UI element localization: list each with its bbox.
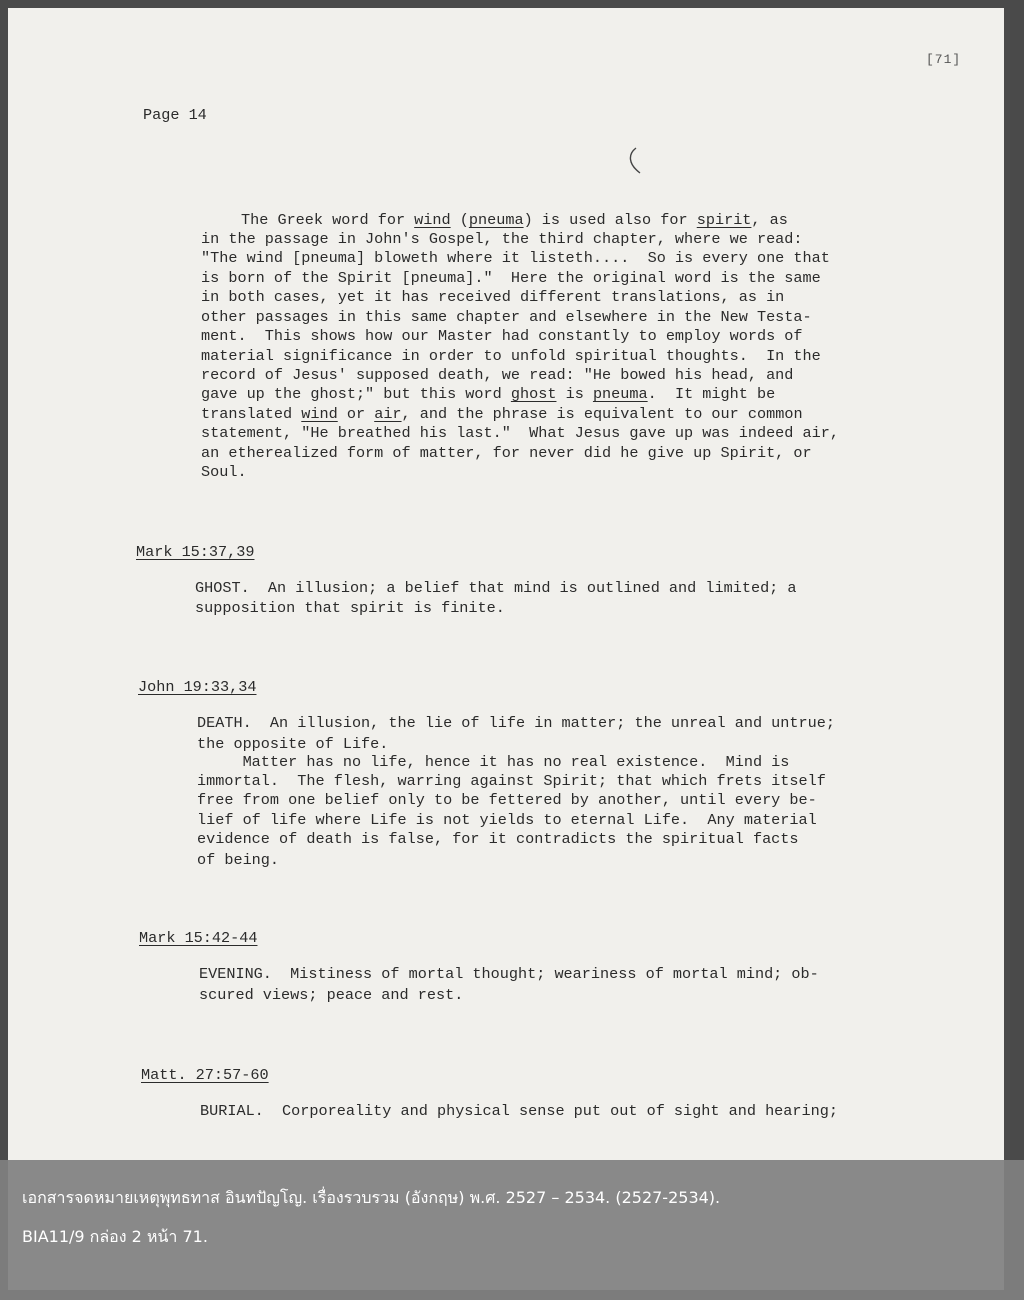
- definition-line: supposition that spirit is finite.: [195, 599, 505, 617]
- page-label: Page 14: [143, 106, 207, 124]
- caption-reference: BIA11/9 กล่อง 2 หน้า 71.: [22, 1227, 208, 1246]
- definition-line: Matter has no life, hence it has no real existence. Mind is: [197, 753, 790, 771]
- caption-title: เอกสารจดหมายเหตุพุทธทาส อินทปัญโญ. เรื่องรวบรวม (อังกฤษ) พ.ศ. 2527 – 2534. (2527-2534).: [22, 1188, 721, 1207]
- archive-number: [71]: [926, 52, 962, 67]
- intro-line: in the passage in John's Gospel, the third chapter, where we read:: [201, 230, 803, 248]
- intro-line: "The wind [pneuma] bloweth where it listeth.... So is every one that: [201, 249, 830, 267]
- definition-line: EVENING. Mistiness of mortal thought; weariness of mortal mind; ob-: [199, 965, 819, 983]
- definition-line: DEATH. An illusion, the lie of life in matter; the unreal and untrue;: [197, 714, 835, 732]
- definition-line: evidence of death is false, for it contradicts the spiritual facts: [197, 830, 799, 848]
- intro-line: ment. This shows how our Master had constantly to employ words of: [201, 327, 803, 345]
- scripture-reference: Mark 15:37,39: [136, 543, 255, 561]
- document-page: [8, 8, 1004, 1290]
- definition-line: immortal. The flesh, warring against Spirit; that which frets itself: [197, 772, 826, 790]
- pencil-mark: [626, 146, 646, 176]
- intro-line: gave up the ghost;" but this word ghost is pneuma. It might be: [201, 385, 776, 403]
- definition-line: lief of life where Life is not yields to eternal Life. Any material: [197, 811, 817, 829]
- scripture-reference: John 19:33,34: [138, 678, 257, 696]
- scripture-reference: Matt. 27:57-60: [141, 1066, 269, 1084]
- caption-bar: [0, 1160, 1024, 1300]
- definition-line: free from one belief only to be fettered by another, until every be-: [197, 791, 817, 809]
- definition-line: the opposite of Life.: [197, 735, 389, 753]
- intro-line: other passages in this same chapter and elsewhere in the New Testa-: [201, 308, 812, 326]
- definition-line: BURIAL. Corporeality and physical sense put out of sight and hearing;: [200, 1102, 838, 1120]
- intro-line: statement, "He breathed his last." What Jesus gave up was indeed air,: [201, 424, 839, 442]
- intro-line: material significance in order to unfold spiritual thoughts. In the: [201, 347, 821, 365]
- definition-line: GHOST. An illusion; a belief that mind is outlined and limited; a: [195, 579, 797, 597]
- definition-line: scured views; peace and rest.: [199, 986, 464, 1004]
- scripture-reference: Mark 15:42-44: [139, 929, 258, 947]
- intro-line: The Greek word for wind (pneuma) is used also for spirit, as: [241, 211, 788, 229]
- intro-line: Soul.: [201, 463, 247, 481]
- intro-line: an etherealized form of matter, for never did he give up Spirit, or: [201, 444, 812, 462]
- intro-line: is born of the Spirit [pneuma]." Here the original word is the same: [201, 269, 821, 287]
- definition-line: of being.: [197, 851, 280, 869]
- intro-line: record of Jesus' supposed death, we read: "He bowed his head, and: [201, 366, 794, 384]
- intro-line: translated wind or air, and the phrase is equivalent to our common: [201, 405, 803, 423]
- intro-line: in both cases, yet it has received different translations, as in: [201, 288, 785, 306]
